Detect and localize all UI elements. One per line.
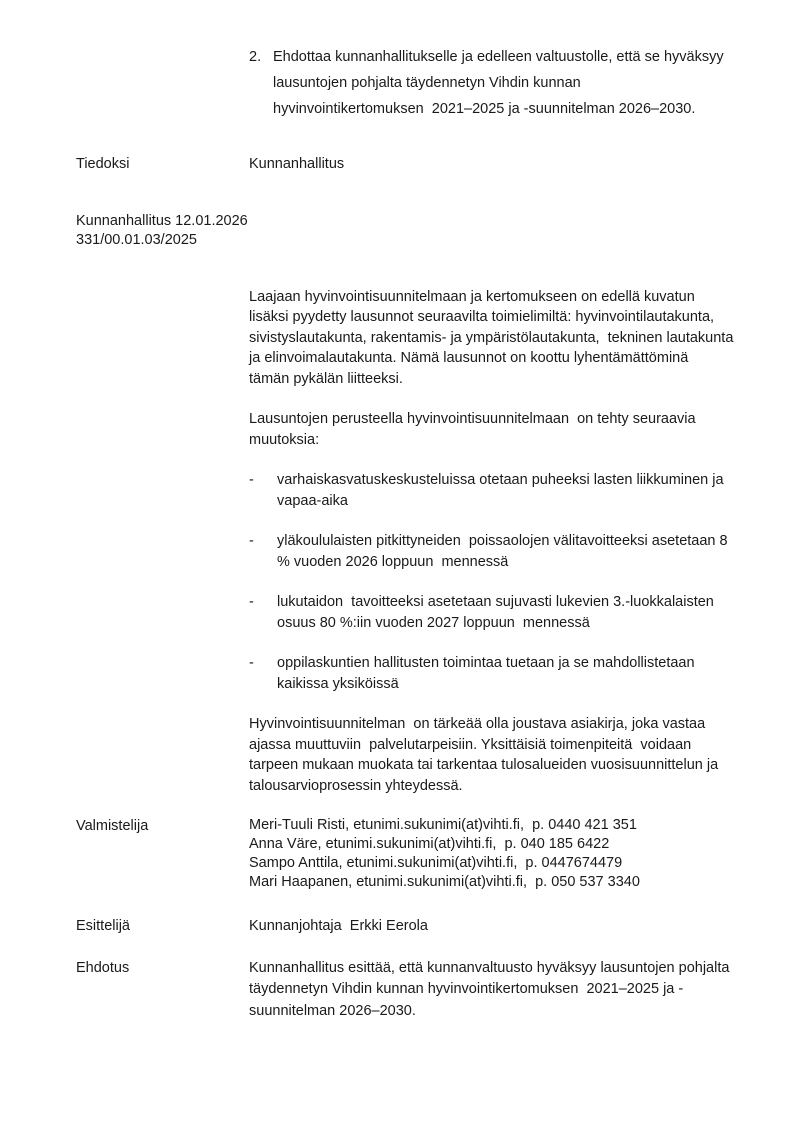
resolution-item-2	[249, 44, 734, 122]
meeting-board-date: Kunnanhallitus 12.01.2026	[76, 212, 248, 229]
tiedoksi-row	[76, 154, 734, 175]
dash-bullet-icon: -	[249, 533, 254, 549]
list-item	[249, 592, 734, 633]
resolution-item-text: Ehdottaa kunnanhallitukselle ja edelleen valtuustolle, että se hyväksyy lausuntojen pohjalta täydennetyn Vihdin kunnan hyvinvointikertomuksen 2021–2025 ja -suunnitelman 2026–2030.	[273, 49, 728, 117]
meeting-header-block	[76, 212, 734, 250]
esittelija-row	[76, 916, 734, 937]
dash-bullet-icon: -	[249, 655, 254, 671]
list-item	[249, 531, 734, 572]
preparer-contact: Sampo Anttila, etunimi.sukunimi(at)vihti.fi, p. 0447674479	[249, 855, 623, 871]
list-item-text: lukutaidon tavoitteeksi asetetaan sujuvasti lukevien 3.-luokkalaisten osuus 80 %:iin vuoden 2027 loppuun mennessä	[277, 594, 718, 631]
preparer-contact: Anna Väre, etunimi.sukunimi(at)vihti.fi, p. 040 185 6422	[249, 836, 610, 852]
list-item-text: yläkoululaisten pitkittyneiden poissaolojen välitavoitteeksi asetetaan 8 % vuoden 2026 loppuun mennessä	[277, 533, 732, 570]
paragraph-lausunnot: Laajaan hyvinvointisuunnitelmaan ja kertomukseen on edellä kuvatun lisäksi pyydetty lausunnot seuraavilta toimielimiltä: hyvinvointilautakunta, sivistyslautakunta, rakentamis- ja ympäristölautakunta, tekninen lautakunta ja elinvoimalautakunta. Nämä lausunnot on koottu lyhentämättöminä tämän pykälän liitteeksi.	[249, 288, 738, 387]
valmistelija-label: Valmistelija	[76, 818, 149, 834]
valmistelija-row	[76, 816, 734, 892]
esittelija-label: Esittelijä	[76, 918, 130, 934]
preparer-contact: Meri-Tuuli Risti, etunimi.sukunimi(at)vihti.fi, p. 0440 421 351	[249, 817, 637, 833]
preparer-contact: Mari Haapanen, etunimi.sukunimi(at)vihti.fi, p. 050 537 3340	[249, 874, 640, 890]
valmistelija-list	[249, 816, 734, 892]
list-item-text: varhaiskasvatuskeskusteluissa otetaan puheeksi lasten liikkuminen ja vapaa-aika	[277, 472, 728, 509]
list-item-text: oppilaskuntien hallitusten toimintaa tuetaan ja se mahdollistetaan kaikissa yksiköissä	[277, 655, 699, 692]
paragraph-muutokset-intro: Lausuntojen perusteella hyvinvointisuunnitelmaan on tehty seuraavia muutoksia:	[249, 411, 700, 448]
list-item	[249, 470, 734, 511]
case-number: 331/00.01.03/2025	[76, 231, 197, 248]
dash-bullet-icon: -	[249, 472, 254, 488]
paragraph-joustavuus: Hyvinvointisuunnitelman on tärkeää olla joustava asiakirja, joka vastaa ajassa muuttuviin palvelutarpeisiin. Yksittäisiä toimenpiteitä voidaan tarpeen mukaan muokata tai tarkentaa tulosalueiden vuosisuunnittelun ja talousarvioprosessin yhteydessä.	[249, 716, 723, 794]
ehdotus-row	[76, 958, 734, 1023]
ehdotus-label: Ehdotus	[76, 959, 130, 976]
tiedoksi-value: Kunnanhallitus	[249, 156, 345, 172]
ehdotus-text: Kunnanhallitus esittää, että kunnanvaltuusto hyväksyy lausuntojen pohjalta täydennetyn Vihdin kunnan hyvinvointikertomuksen 2021–2025 ja -suunnitelman 2026–2030.	[249, 959, 734, 1019]
resolution-item-number: 2.	[249, 49, 262, 65]
body-content	[249, 287, 738, 797]
list-item	[249, 653, 734, 694]
tiedoksi-label: Tiedoksi	[76, 156, 130, 172]
dash-bullet-icon: -	[249, 594, 254, 610]
esittelija-value: Kunnanjohtaja Erkki Eerola	[249, 918, 428, 934]
